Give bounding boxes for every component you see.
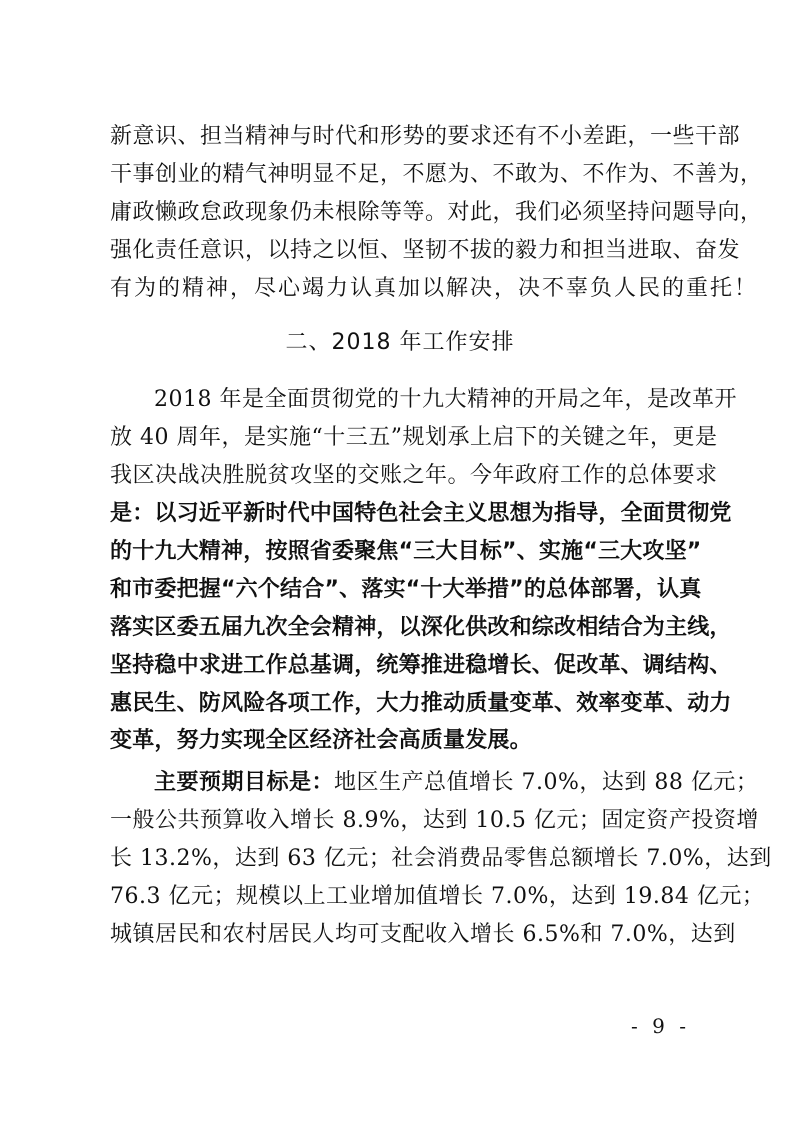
text-line: 放 40 周年，是实施“十三五”规划承上启下的关键之年，更是 bbox=[110, 425, 718, 451]
lead-label: 主要预期目标是： bbox=[154, 770, 335, 796]
paragraph-continuation bbox=[110, 118, 763, 307]
bold-text-line: 惠民生、防风险各项工作，大力推动质量变革、效率变革、动力 bbox=[110, 690, 732, 716]
bold-text-line: 落实区委五届九次全会精神，以深化供改和综改相结合为主线， bbox=[110, 614, 732, 640]
bold-text-line: 坚持稳中求进工作总基调，统筹推进稳增长、促改革、调结构、 bbox=[110, 652, 732, 678]
paragraph-overall-requirements bbox=[110, 381, 737, 760]
text-line: 新意识、担当精神与时代和形势的要求还有不小差距，一些干部 bbox=[110, 124, 741, 149]
paragraph-expected-targets bbox=[110, 764, 772, 953]
text-line: 城镇居民和农村居民人均可支配收入增长 6.5%和 7.0%，达到 bbox=[110, 921, 736, 947]
text-line: 强化责任意识，以持之以恒、坚韧不拔的毅力和担当进取、奋发 bbox=[110, 237, 741, 263]
text-line: 有为的精神，尽心竭力认真加以解决，决不辜负人民的重托！ bbox=[110, 275, 759, 301]
text-line: 干事创业的精气神明显不足，不愿为、不敢为、不作为、不善为， bbox=[110, 161, 763, 187]
lead-rest: 地区生产总值增长 7.0%，达到 88 亿元； bbox=[334, 770, 759, 796]
section-heading: 二、2018 年工作安排 bbox=[285, 330, 515, 356]
document-body bbox=[110, 118, 772, 954]
text-line: 长 13.2%，达到 63 亿元；社会消费品零售总额增长 7.0%，达到 bbox=[110, 846, 772, 872]
bold-text-line: 变革，努力实现全区经济社会高质量发展。 bbox=[110, 728, 532, 754]
text-line: 庸政懒政怠政现象仍未根除等等。对此，我们必须坚持问题导向， bbox=[110, 199, 763, 225]
text-line: 76.3 亿元；规模以上工业增加值增长 7.0%，达到 19.84 亿元； bbox=[110, 884, 765, 910]
text-line bbox=[110, 764, 759, 802]
bold-text-line: 是：以习近平新时代中国特色社会主义思想为指导，全面贯彻党 bbox=[110, 501, 732, 527]
bold-text-line: 的十九大精神，按照省委聚焦“三大目标”、实施“三大攻坚” bbox=[110, 539, 702, 565]
text-line: 我区决战决胜脱贫攻坚的交账之年。今年政府工作的总体要求 bbox=[110, 463, 718, 489]
text-line: 2018 年是全面贯彻党的十九大精神的开局之年，是改革开 bbox=[154, 387, 737, 413]
text-line: 一般公共预算收入增长 8.9%，达到 10.5 亿元；固定资产投资增 bbox=[110, 808, 759, 834]
bold-text-line: 和市委把握“六个结合”、落实“十大举措”的总体部署，认真 bbox=[110, 576, 702, 602]
page-number: - 9 - bbox=[631, 1014, 690, 1038]
